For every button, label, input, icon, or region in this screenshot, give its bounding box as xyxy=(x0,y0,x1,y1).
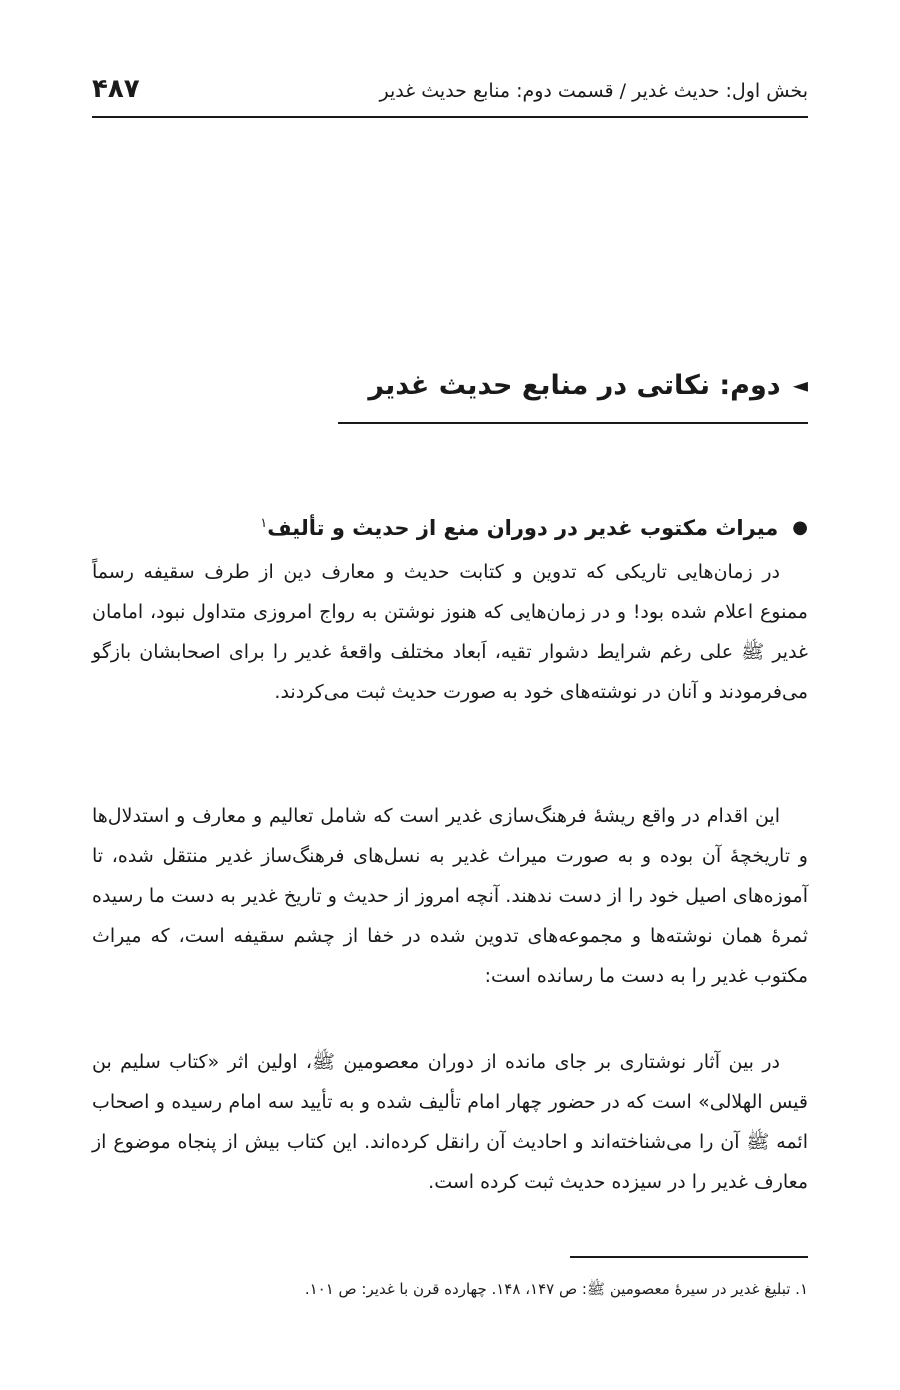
triangle-pointer-icon: ◄ xyxy=(792,373,808,397)
footnote-reference[interactable]: ۱ xyxy=(260,516,268,531)
subsection-heading xyxy=(92,506,808,546)
subsection-title: میراث مکتوب غدیر در دوران منع از حدیث و تألیف xyxy=(267,516,779,540)
section-title: دوم: نکاتی در منابع حدیث غدیر xyxy=(368,370,781,401)
section-heading xyxy=(338,366,808,424)
page-header xyxy=(92,70,808,118)
running-title: بخش اول: حدیث غدیر / قسمت دوم: منابع حدیث غدیر xyxy=(379,80,808,102)
footnote-divider xyxy=(570,1256,808,1258)
footnote: ۱. تبلیغ غدیر در سیرهٔ معصومین ﷺ: ص ۱۴۷، ۱۴۸. چهارده قرن با غدیر: ص ۱۰۱. xyxy=(304,1280,808,1298)
page-number: ۴۸۷ xyxy=(92,74,140,104)
bullet-dot-icon: ● xyxy=(792,517,808,538)
body-paragraph: در زمان‌هایی تاریکی که تدوین و کتابت حدیث و معارف دین از طرف سقیفه رسماً ممنوع اعلام شده بود! و در زمان‌هایی که هنوز نوشتن به رواج امروزی متداول نبود، امامان غدیر ﷺ علی رغم شرایط دشوار تقیه، اَبعاد مختلف واقعهٔ غدیر را برای اصحابشان بازگو می‌فرمودند و آنان در نوشته‌های خود به صورت حدیث ثبت می‌کردند. xyxy=(92,561,808,703)
body-paragraph: این اقدام در واقع ریشهٔ فرهنگ‌سازی غدیر است که شامل تعالیم و معارف و استدلال‌ها و تاریخچهٔ آن بوده و به صورت میراث غدیر به نسل‌های فرهنگ‌ساز غدیر منتقل شده، تا آموزه‌های اصیل خود را از دست ندهند. آنچه امروز از حدیث و تاریخ غدیر به دست ما رسیده ثمرهٔ همان نوشته‌ها و مجموعه‌های تدوین شده در خفا از چشم سقیفه است، که میراث مکتوب غدیر را به دست ما رسانده است: xyxy=(92,805,808,987)
body-paragraph: در بین آثار نوشتاری بر جای مانده از دوران معصومین ﷺ، اولین اثر «کتاب سلیم بن قیس الهلالی» است که در حضور چهار امام تألیف شده و به تأیید سه امام رسیده و اصحاب ائمه ﷺ آن را می‌شناخته‌اند و احادیث آن رانقل کرده‌اند. این کتاب بیش از پنجاه موضوع از معارف غدیر را در سیزده حدیث ثبت کرده است. xyxy=(92,1051,808,1193)
